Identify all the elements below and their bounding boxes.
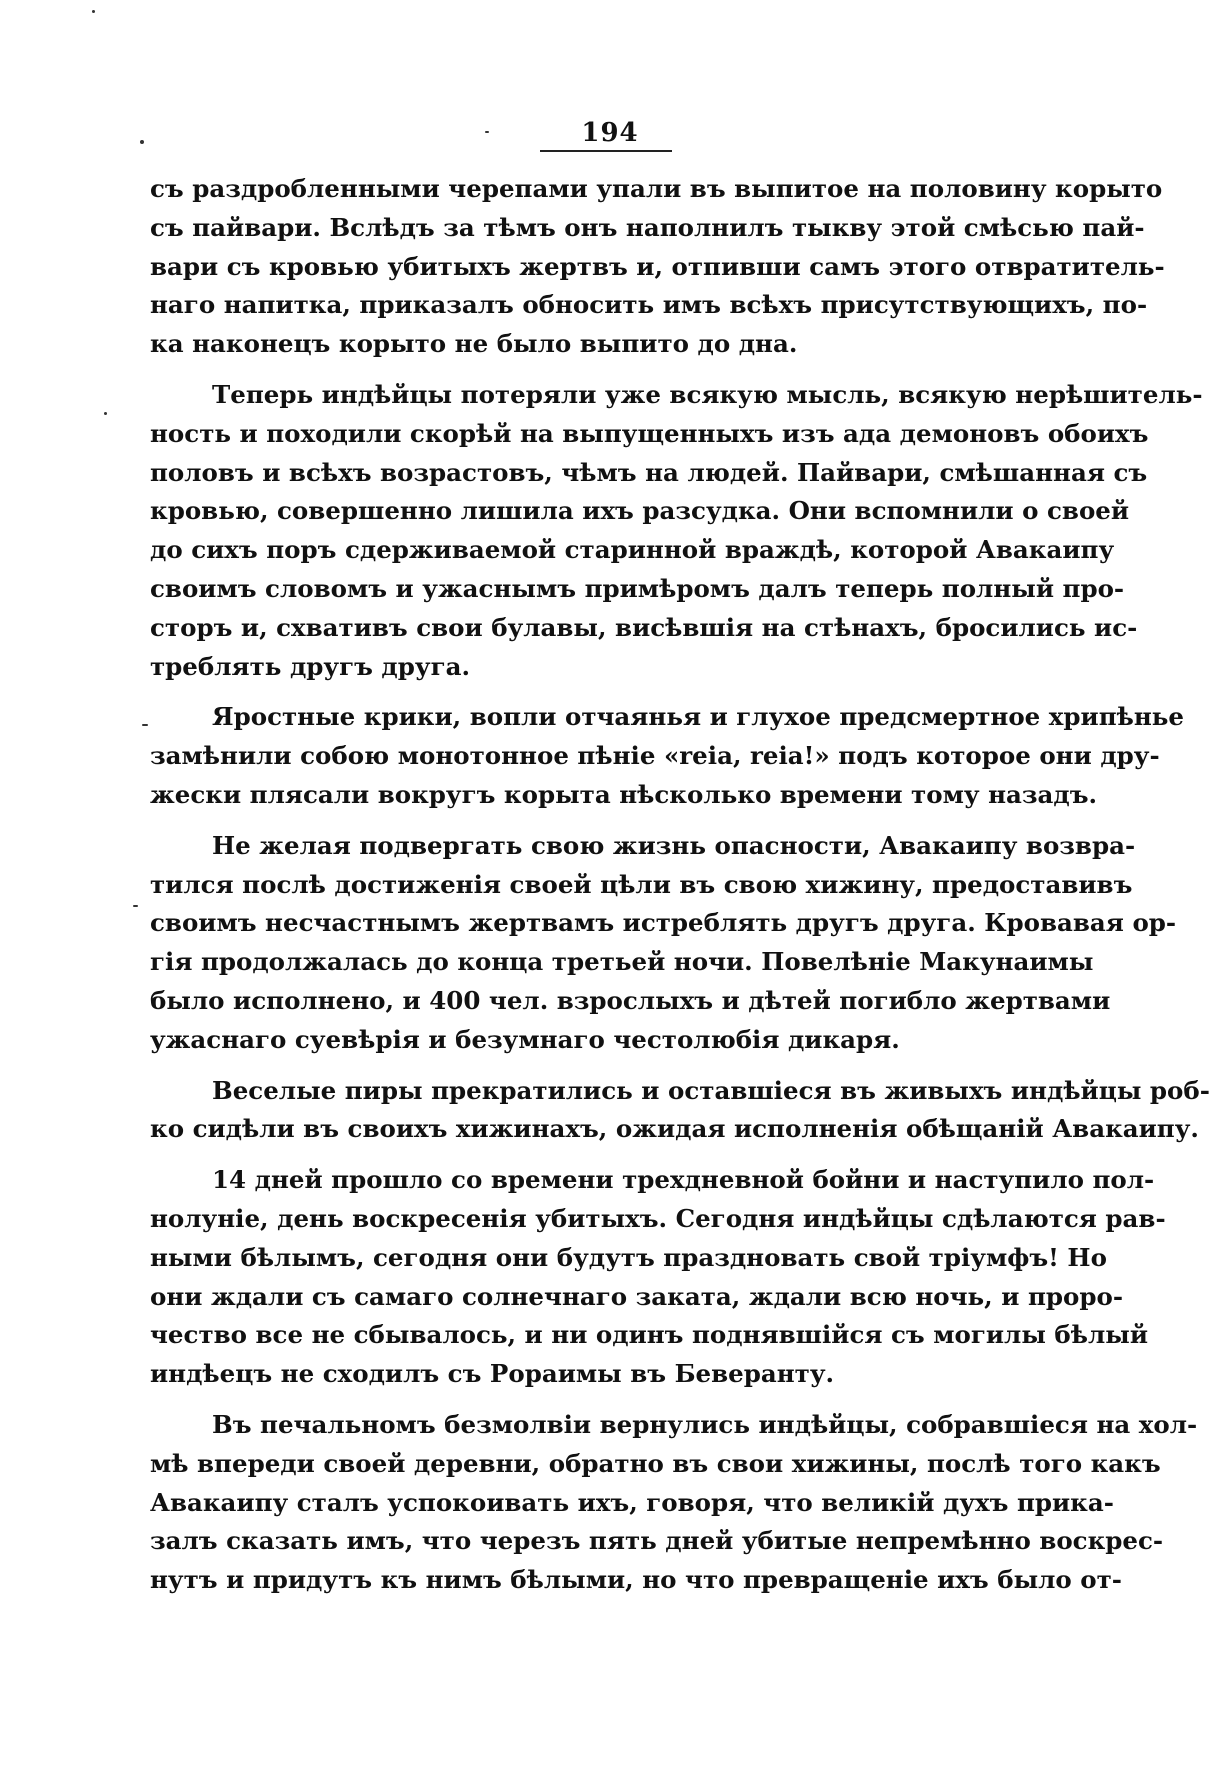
margin-speck [104, 412, 107, 415]
paragraph-gap [150, 686, 1062, 698]
paragraph [150, 1161, 1166, 1394]
text-line: чество все не сбывалось, и ни одинъ поднявшійся съ могилы бѣлый [150, 1320, 1148, 1350]
text-line: Яростные крики, вопли отчаянья и глухое предсмертное хрипѣнье [212, 702, 1185, 732]
paragraph-gap [150, 364, 1062, 376]
text-line: было исполнено, и 400 чел. взрослыхъ и дѣтей погибло жертвами [150, 985, 1111, 1015]
paragraph [150, 827, 1177, 1060]
paragraph [150, 1406, 1198, 1600]
text-line: съ раздробленными черепами упали въ выпитое на половину корыто [150, 174, 1163, 203]
page-number: 194 [581, 118, 639, 148]
text-line: вари съ кровью убитыхъ жертвъ и, отпивши самъ этого отвратитель- [150, 251, 1165, 281]
text-line: Теперь индѣйцы потеряли уже всякую мысль, всякую нерѣшитель- [212, 379, 1203, 409]
text-line: кровью, совершенно лишила ихъ разсудка. Они вспомнили о своей [150, 496, 1130, 526]
text-line: съ пайвари. Вслѣдъ за тѣмъ онъ наполнилъ тыкву этой смѣсью пай- [150, 212, 1145, 242]
text-line: ко сидѣли въ своихъ хижинахъ, ожидая исполненія обѣщаній Авакаипу. [150, 1114, 1199, 1144]
text-line: половъ и всѣхъ возрастовъ, чѣмъ на людей. Пайвари, смѣшанная съ [150, 457, 1148, 487]
text-line: Авакаипу сталъ успокоивать ихъ, говоря, что великій духъ прика- [150, 1487, 1114, 1517]
paragraph [150, 698, 1185, 814]
text-line: до сихъ поръ сдерживаемой старинной враждѣ, которой Авакаипу [150, 535, 1115, 565]
margin-speck [142, 724, 148, 726]
header-rule [540, 150, 672, 152]
text-line: нолуніе, день воскресенія убитыхъ. Сегодня индѣйцы сдѣлаются рав- [150, 1203, 1166, 1233]
text-line: жески плясали вокругъ корыта нѣсколько времени тому назадъ. [150, 779, 1098, 809]
text-line: ужаснаго суевѣрія и безумнаго честолюбія дикаря. [150, 1024, 900, 1054]
paragraph-gap [150, 815, 1062, 827]
margin-speck [485, 131, 489, 133]
text-line: ка наконецъ корыто не было выпито до дна. [150, 329, 798, 359]
text-line: замѣнили собою монотонное пѣніе «reia, reia!» подъ которое они дру- [150, 741, 1160, 771]
text-line: гія продолжалась до конца третьей ночи. Повелѣніе Макунаимы [150, 947, 1094, 977]
text-line: залъ сказать имъ, что черезъ пять дней убитые непремѣнно воскрес- [150, 1526, 1164, 1556]
paragraph-gap [150, 1060, 1062, 1072]
text-line: индѣецъ не сходилъ съ Рораимы въ Беверанту. [150, 1359, 835, 1389]
text-line: наго напитка, приказалъ обносить имъ всѣхъ присутствующихъ, по- [150, 290, 1148, 320]
text-line: тился послѣ достиженія своей цѣли въ свою хижину, предоставивъ [150, 869, 1133, 899]
paragraph-gap [150, 1394, 1062, 1406]
text-line: они ждали съ самаго солнечнаго заката, ждали всю ночь, и проро- [150, 1281, 1123, 1311]
text-line: своимъ несчастнымъ жертвамъ истреблять другъ друга. Кровавая ор- [150, 908, 1177, 938]
paragraph [150, 170, 1165, 364]
body-text [150, 170, 1210, 1600]
text-line: ными бѣлымъ, сегодня они будутъ праздновать свой тріумфъ! Но [150, 1242, 1107, 1272]
text-line: Веселые пиры прекратились и оставшіеся въ живыхъ индѣйцы роб- [212, 1075, 1210, 1105]
margin-speck [140, 140, 144, 144]
text-line: мѣ впереди своей деревни, обратно въ свои хижины, послѣ того какъ [150, 1448, 1161, 1478]
text-line: сторъ и, схвативъ свои булавы, висѣвшія на стѣнахъ, бросились ис- [150, 612, 1138, 642]
margin-speck [133, 905, 138, 907]
text-line: Не желая подвергать свою жизнь опасности, Авакаипу возвра- [212, 830, 1136, 860]
text-line: своимъ словомъ и ужаснымъ примѣромъ далъ теперь полный про- [150, 573, 1125, 603]
paragraph-gap [150, 1149, 1062, 1161]
paragraph [150, 376, 1203, 686]
text-line: Въ печальномъ безмолвіи вернулись индѣйцы, собравшіеся на хол- [212, 1409, 1198, 1439]
text-line: ность и походили скорѣй на выпущенныхъ изъ ада демоновъ обоихъ [150, 418, 1149, 448]
text-line: 14 дней прошло со времени трехдневной бойни и наступило пол- [212, 1165, 1155, 1195]
paragraph [150, 1072, 1210, 1150]
text-line: треблять другъ друга. [150, 651, 470, 681]
margin-speck [92, 10, 95, 13]
text-line: нутъ и придутъ къ нимъ бѣлыми, но что превращеніе ихъ было от- [150, 1565, 1122, 1595]
